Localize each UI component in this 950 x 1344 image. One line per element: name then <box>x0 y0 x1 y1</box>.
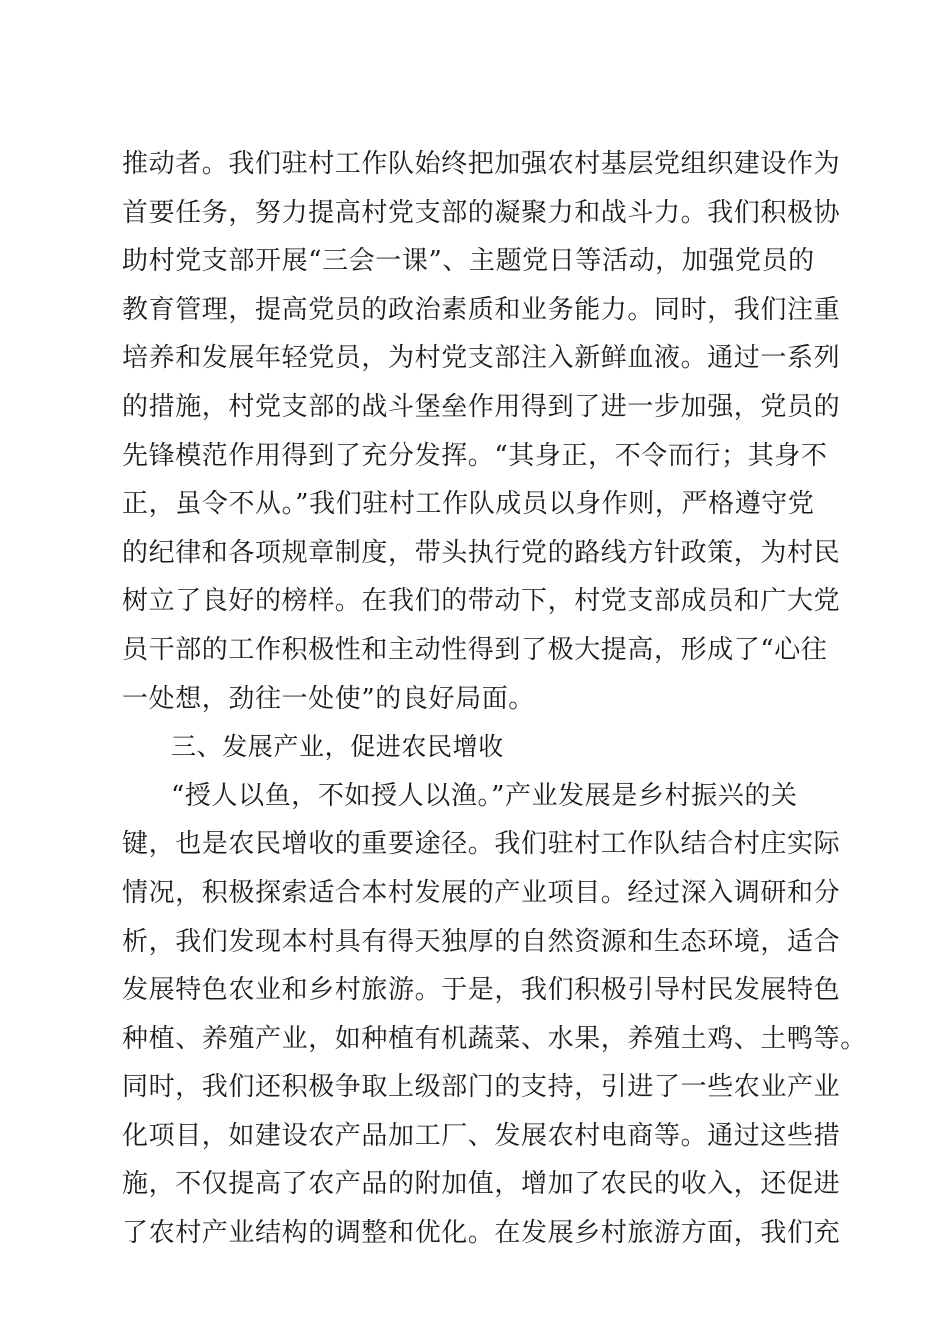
text-line: 员干部的工作积极性和主动性得到了极大提高，形成了“心往 <box>122 634 828 665</box>
text-line: 施，不仅提高了农产品的附加值，增加了农民的收入，还促进 <box>122 1169 841 1200</box>
text-line: 正，虽令不从。”我们驻村工作队成员以身作则，严格遵守党 <box>122 489 815 520</box>
text-line: 首要任务，努力提高村党支部的凝聚力和战斗力。我们积极协 <box>122 197 841 228</box>
text-line: 推动者。我们驻村工作队始终把加强农村基层党组织建设作为 <box>122 149 841 179</box>
text-line: 情况，积极探索适合本村发展的产业项目。经过深入调研和分 <box>122 877 841 908</box>
paragraph-industry-development <box>122 772 867 1258</box>
text-line: 先锋模范作用得到了充分发挥。“其身正，不令而行；其身不 <box>122 440 828 471</box>
text-line: 助村党支部开展“三会一课”、主题党日等活动，加强党员的 <box>122 246 815 277</box>
text-line: 教育管理，提高党员的政治素质和业务能力。同时，我们注重 <box>122 294 841 325</box>
text-line: 一处想，劲往一处使”的良好局面。 <box>122 683 535 714</box>
text-line: 树立了良好的榜样。在我们的带动下，村党支部成员和广大党 <box>122 586 841 617</box>
text-line: 种植、养殖产业，如种植有机蔬菜、水果，养殖土鸡、土鸭等。 <box>122 1023 867 1054</box>
text-line: 同时，我们还积极争取上级部门的支持，引进了一些农业产业 <box>122 1072 841 1103</box>
section-heading: 三、发展产业，促进农民增收 <box>171 732 504 762</box>
text-line: 发展特色农业和乡村旅游。于是，我们积极引导村民发展特色 <box>122 975 841 1006</box>
text-line: 了农村产业结构的调整和优化。在发展乡村旅游方面，我们充 <box>122 1218 841 1249</box>
text-line: 培养和发展年轻党员，为村党支部注入新鲜血液。通过一系列 <box>122 343 841 374</box>
text-line: “授人以鱼，不如授人以渔。”产业发展是乡村振兴的关 <box>171 780 798 811</box>
text-line: 化项目，如建设农产品加工厂、发展农村电商等。通过这些措 <box>122 1120 841 1151</box>
text-line: 的纪律和各项规章制度，带头执行党的路线方针政策，为村民 <box>122 537 841 568</box>
document-body <box>122 140 867 1258</box>
text-line: 的措施，村党支部的战斗堡垒作用得到了进一步加强，党员的 <box>122 391 841 422</box>
text-line: 析，我们发现本村具有得天独厚的自然资源和生态环境，适合 <box>122 926 841 957</box>
text-line: 键，也是农民增收的重要途径。我们驻村工作队结合村庄实际 <box>122 829 841 860</box>
paragraph-party-building <box>122 140 841 723</box>
